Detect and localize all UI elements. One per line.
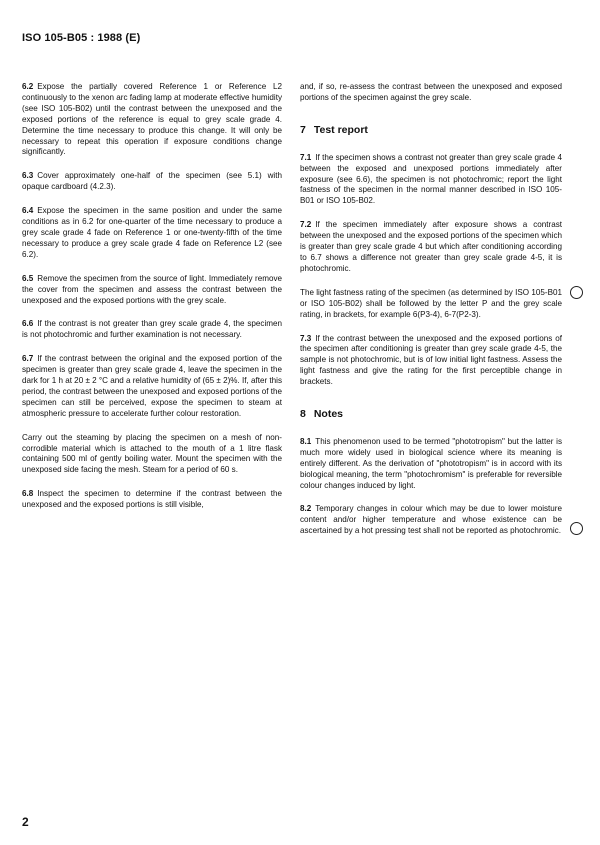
clause-6-5 <box>22 274 282 307</box>
clause-text: Remove the specimen from the source of light. Immediately remove the cover from the specimen and assess the contrast between the unexposed and the exposed portions with the grey scale. <box>22 273 282 305</box>
clause-text: Expose the partially covered Reference 1 or Reference L2 continuously to the xenon arc fading lamp at moderate effective humidity (see ISO 105-B02) until the contrast between the unexposed and the exposed portions of the reference is equal to grey scale grade 4. Determine the time necessary to produce this change. It will only be necessary to repeat this operation if exposure conditions change significantly. <box>22 82 282 157</box>
left-column <box>22 82 282 524</box>
clause-text: If the specimen shows a contrast not greater than grey scale grade 4 between the exposed and unexposed portions immediately after exposure (see 6.6), the specimen is not photochromic; report the light fastness of the specimen in the normal manner described in ISO 105-B01 or ISO 105-B02. <box>300 152 562 206</box>
clause-7-1 <box>300 153 562 208</box>
clause-number: 6.3 <box>22 171 34 181</box>
clause-7-2 <box>300 220 562 275</box>
clause-text: If the contrast is not greater than grey scale grade 4, the specimen is not photochromic and further examination is not necessary. <box>22 319 282 340</box>
clause-number: 6.7 <box>22 354 34 364</box>
clause-number: 8.2 <box>300 504 312 514</box>
right-column <box>300 82 562 550</box>
section-number: 8 <box>300 408 306 421</box>
section-7-heading <box>300 125 562 136</box>
section-title: Test report <box>313 123 368 136</box>
note-8-2 <box>300 504 562 537</box>
paragraph-text: Carry out the steaming by placing the specimen on a mesh of non-corrodible material which is attached to the mouth of a 1 litre flask containing 500 ml of gently boiling water. Mount the specimen with the unexposed side facing the mesh. Steam for a period of 60 s. <box>22 432 282 475</box>
punch-hole-circle-icon <box>570 286 583 299</box>
note-8-1 <box>300 437 562 492</box>
clause-6-7 <box>22 354 282 419</box>
clause-number: 7.2 <box>300 220 312 230</box>
clause-number: 8.1 <box>300 436 312 446</box>
clause-number: 7.1 <box>300 152 312 162</box>
paragraph-text: The light fastness rating of the specimen (as determined by ISO 105-B01 or ISO 105-B02) shall be followed by the letter P and the grey scale rating, in brackets, for example 6(P3-4), 6-7(P2-3). <box>300 287 562 319</box>
clause-number: 6.6 <box>22 319 34 329</box>
steaming-paragraph <box>22 433 282 477</box>
clause-6-2 <box>22 82 282 158</box>
clause-text: If the specimen immediately after exposure shows a contrast between the unexposed and the exposed portions of the specimen which is greater than grey scale grade 4 but which after conditioning according to 6.7 shows a difference not greater than grey scale grade 4-5, it is photochromic. <box>300 220 562 273</box>
clause-number: 7.3 <box>300 333 312 343</box>
clause-number: 6.2 <box>22 82 34 91</box>
section-8-heading <box>300 409 562 420</box>
clause-6-3 <box>22 171 282 193</box>
clause-number: 6.5 <box>22 273 34 283</box>
section-number: 7 <box>300 123 306 136</box>
clause-6-6 <box>22 319 282 341</box>
clause-text: Inspect the specimen to determine if the contrast between the unexposed and the exposed portions is still visible, <box>22 489 282 510</box>
rating-paragraph <box>300 288 562 321</box>
clause-text: Expose the specimen in the same position and under the same conditions as in 6.2 for one-quarter of the time necessary to produce a grey scale grade 4 fade on Reference 1 or one-twenty-fifth of the time necessary to produce a grey scale grade 4 fade on Reference L2 (see 6.2). <box>22 206 282 259</box>
clause-text: Cover approximately one-half of the specimen (see 5.1) with opaque cardboard (4.2.3). <box>22 171 282 192</box>
clause-number: 6.8 <box>22 489 34 499</box>
clause-text: This phenomenon used to be termed "phototropism" but the latter is much more widely used in biological science where its meaning is entirely different. As the derivation of "phototropism" is in accord with its biological meaning, the term "photochromism" is preferable for reversible colour changes induced by light. <box>300 436 562 490</box>
clause-text: Temporary changes in colour which may be due to lower moisture content and/or higher temperature and whose existence can be ascertained by a hot pressing test shall not be reported as photochromic. <box>300 504 562 536</box>
document-header: ISO 105-B05 : 1988 (E) <box>22 32 141 44</box>
clause-7-3 <box>300 334 562 389</box>
punch-hole-circle-icon <box>570 522 583 535</box>
clause-text: If the contrast between the unexposed and the exposed portions of the specimen after conditioning is greater than grey scale grade 4-5, the sample is not photochromic, but is of low initial light fastness. Assess the light fastness and give the rating for the first perceptible change in brackets. <box>300 333 562 387</box>
clause-text: If the contrast between the original and the exposed portion of the specimen is greater than grey scale grade 4, leave the specimen in the dark for 1 h at 20 ± 2 °C and a relative humidity of (65 ± 2)%. If, after this period, the contrast between the unexposed and exposed portions of the specimen can still be perceived, expose the specimen to steam at atmospheric pressure to accelerate further colour restoration. <box>22 354 282 418</box>
section-title: Notes <box>313 408 344 421</box>
page-number: 2 <box>22 815 29 829</box>
clause-number: 6.4 <box>22 206 34 216</box>
continuation-paragraph: and, if so, re-assess the contrast between the unexposed and exposed portions of the specimen against the grey scale. <box>300 82 562 102</box>
clause-6-4 <box>22 206 282 261</box>
clause-6-8 <box>22 489 282 511</box>
